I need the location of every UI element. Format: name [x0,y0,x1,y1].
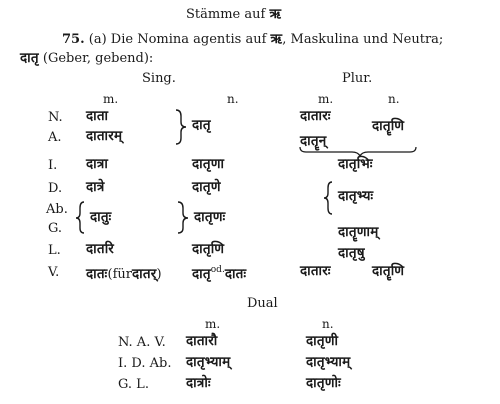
paragraph-number: 75. [62,32,85,47]
heading-text: Stämme auf [186,7,266,22]
case-label-a: A. [48,130,62,145]
heading-devanagari: ऋ [269,6,282,22]
form-v-sg-m: दातः [86,266,108,282]
dual-row-3-cases: G. L. [118,377,149,392]
form-na-pl-n: दातॄणि [372,118,405,134]
dual-row-3-n: दातृणोः [306,375,341,391]
dual-row-2-m: दातृभ्याम् [186,354,231,370]
intro-devanagari-1: ऋ [270,31,283,47]
form-i-sg-m: दात्रा [86,156,109,172]
form-abg-sg-m: दातुः [90,209,112,225]
plur-m-heading: m. [318,92,334,106]
form-v-note-post: ) [156,267,162,282]
sing-m-heading: m. [103,92,119,106]
form-l-pl: दातृषु [338,245,365,261]
dual-row-2-n: दातृभ्याम् [306,354,351,370]
intro-text-1: (a) Die Nomina agentis auf [88,32,267,47]
form-i-pl: दातृभिः [338,156,373,172]
form-l-sg-m: दातरि [86,241,114,257]
form-d-sg-m: दात्रे [86,179,105,195]
form-v-sg-n-2: दातः [224,266,247,282]
dual-row-1-cases: N. A. V. [118,335,166,350]
form-v-note-dev: दातर् [131,266,157,282]
plur-heading: Plur. [342,71,373,86]
form-a-pl-m: दातॄन् [300,133,327,149]
brace-dab-pl [324,182,332,214]
case-label-ab: Ab. [46,202,68,217]
form-n-pl-m: दातारः [300,108,331,124]
dual-m-heading: m. [205,317,221,331]
form-abg-sg-n: दातृणः [194,209,226,225]
form-v-pl-n: दातॄणि [372,263,405,279]
dual-row-1-n: दातृणी [306,333,339,349]
intro-text-2: , Maskulina und Neutra; [282,32,444,47]
form-l-sg-n: दातृणि [192,241,225,257]
form-dab-pl: दातृभ्यः [338,188,374,204]
dual-n-heading: n. [322,317,334,331]
intro-devanagari-2: दातृ [20,50,39,66]
form-g-pl: दातॄणाम् [338,224,379,240]
dual-row-3-m: दात्रोः [186,375,211,391]
form-i-sg-n: दातृणा [192,156,225,172]
form-v-od: od. [210,265,225,275]
intro-text-3: (Geber, gebend): [42,51,154,66]
sing-heading: Sing. [142,71,176,86]
case-label-i: I. [48,158,58,173]
case-label-g: G. [48,221,63,236]
brace-abg-sg-left [76,202,84,233]
form-a-sg-m: दातारम् [86,128,123,144]
case-label-v: V. [48,265,60,280]
form-na-sg-n: दातृ [192,117,211,133]
case-label-n: N. [48,110,63,125]
dual-row-2-cases: I. D. Ab. [118,356,172,371]
brace-abg-sg-right [178,202,188,233]
case-label-d: D. [48,181,63,196]
case-label-l: L. [48,243,61,258]
brace-na-sg [176,110,186,144]
plur-n-heading: n. [388,92,400,106]
form-v-pl-m: दातारः [300,263,331,279]
form-v-note-pre: (für [107,267,132,282]
form-v-sg-n-1: दातृ [192,266,211,282]
form-d-sg-n: दातृणे [192,179,221,195]
dual-title: Dual [247,296,278,311]
dual-row-1-m: दातारौ [186,333,218,349]
form-n-sg-m: दाता [86,108,109,124]
underbrace-pl [300,147,416,156]
sing-n-heading: n. [227,92,239,106]
